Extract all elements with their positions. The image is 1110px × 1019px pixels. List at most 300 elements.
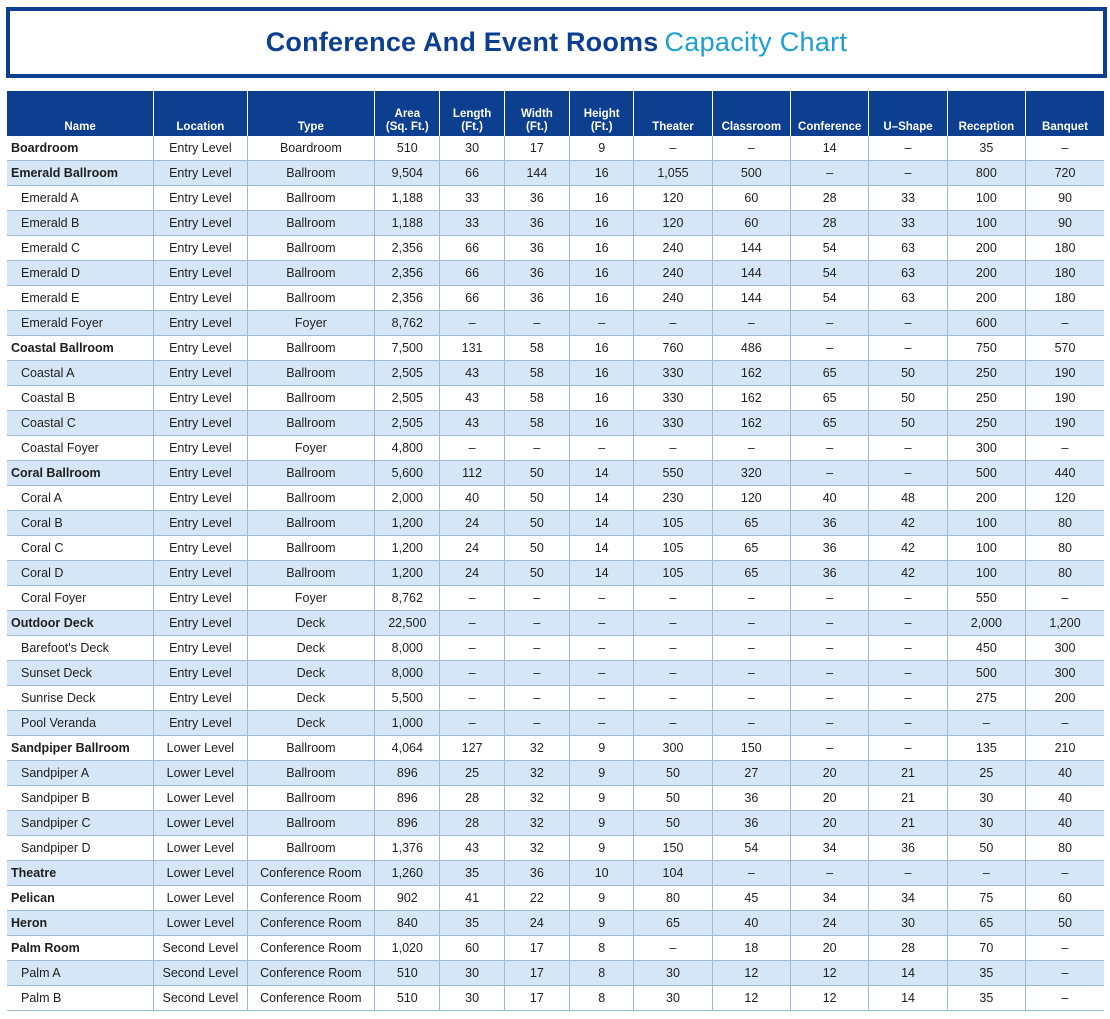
table-cell: – xyxy=(504,436,569,461)
table-cell: 2,505 xyxy=(375,411,440,436)
column-header: Reception xyxy=(947,91,1025,136)
table-cell: – xyxy=(440,711,504,736)
table-cell: Lower Level xyxy=(154,886,247,911)
table-cell: – xyxy=(634,661,712,686)
table-row xyxy=(7,261,1104,286)
table-cell: – xyxy=(504,661,569,686)
table-cell: 330 xyxy=(634,361,712,386)
table-cell: 1,260 xyxy=(375,861,440,886)
table-cell: 75 xyxy=(947,886,1025,911)
table-header xyxy=(7,91,1104,136)
table-cell: 50 xyxy=(634,761,712,786)
table-cell: Entry Level xyxy=(154,311,247,336)
table-cell: 9 xyxy=(570,836,634,861)
table-cell: 22 xyxy=(504,886,569,911)
table-cell: Ballroom xyxy=(247,211,375,236)
table-cell: Ballroom xyxy=(247,736,375,761)
table-cell: Ballroom xyxy=(247,561,375,586)
table-cell: Boardroom xyxy=(247,136,375,161)
table-cell: – xyxy=(712,661,790,686)
table-cell: 50 xyxy=(504,511,569,536)
table-cell: Ballroom xyxy=(247,161,375,186)
table-cell: 90 xyxy=(1026,186,1104,211)
table-cell: – xyxy=(791,586,869,611)
table-cell: 120 xyxy=(1026,486,1104,511)
table-cell: – xyxy=(504,711,569,736)
table-cell: – xyxy=(634,586,712,611)
table-row xyxy=(7,786,1104,811)
page-title: Conference And Event Rooms xyxy=(265,27,659,57)
table-cell: – xyxy=(1026,986,1104,1011)
table-cell: – xyxy=(712,686,790,711)
table-cell: – xyxy=(634,686,712,711)
table-cell: – xyxy=(1026,936,1104,961)
room-name-cell: Pelican xyxy=(7,886,154,911)
table-cell: Entry Level xyxy=(154,711,247,736)
table-cell: 36 xyxy=(791,561,869,586)
table-row xyxy=(7,736,1104,761)
room-name-cell: Emerald Foyer xyxy=(7,311,154,336)
table-cell: 10 xyxy=(570,861,634,886)
table-cell: 65 xyxy=(634,911,712,936)
table-cell: – xyxy=(440,636,504,661)
table-cell: 200 xyxy=(947,261,1025,286)
table-cell: 41 xyxy=(440,886,504,911)
table-cell: 70 xyxy=(947,936,1025,961)
table-cell: 510 xyxy=(375,961,440,986)
table-cell: 28 xyxy=(869,936,947,961)
table-cell: 40 xyxy=(1026,811,1104,836)
table-cell: 22,500 xyxy=(375,611,440,636)
table-cell: – xyxy=(712,636,790,661)
table-cell: 36 xyxy=(791,536,869,561)
table-cell: – xyxy=(712,136,790,161)
table-row xyxy=(7,686,1104,711)
table-cell: – xyxy=(570,611,634,636)
room-name-cell: Sandpiper C xyxy=(7,811,154,836)
table-cell: – xyxy=(634,436,712,461)
table-cell: 32 xyxy=(504,736,569,761)
table-cell: 27 xyxy=(712,761,790,786)
table-cell: 190 xyxy=(1026,361,1104,386)
table-cell: 24 xyxy=(440,536,504,561)
table-cell: 28 xyxy=(440,811,504,836)
table-cell: 25 xyxy=(947,761,1025,786)
column-header: Banquet xyxy=(1026,91,1104,136)
table-cell: 24 xyxy=(791,911,869,936)
table-cell: – xyxy=(869,586,947,611)
table-cell: – xyxy=(791,461,869,486)
table-cell: 16 xyxy=(570,286,634,311)
table-cell: 12 xyxy=(791,986,869,1011)
table-cell: – xyxy=(440,686,504,711)
table-cell: 250 xyxy=(947,361,1025,386)
table-cell: 180 xyxy=(1026,261,1104,286)
table-cell: 80 xyxy=(1026,836,1104,861)
table-cell: 162 xyxy=(712,361,790,386)
table-cell: 600 xyxy=(947,311,1025,336)
table-cell: 300 xyxy=(634,736,712,761)
table-cell: 33 xyxy=(440,186,504,211)
table-cell: 50 xyxy=(947,836,1025,861)
table-cell: 100 xyxy=(947,561,1025,586)
table-cell: – xyxy=(634,636,712,661)
table-row xyxy=(7,836,1104,861)
table-cell: Foyer xyxy=(247,311,375,336)
room-name-cell: Coastal A xyxy=(7,361,154,386)
table-cell: 33 xyxy=(869,186,947,211)
table-cell: 440 xyxy=(1026,461,1104,486)
table-cell: 570 xyxy=(1026,336,1104,361)
table-cell: Ballroom xyxy=(247,786,375,811)
table-cell: 36 xyxy=(504,286,569,311)
table-cell: 63 xyxy=(869,286,947,311)
table-cell: Ballroom xyxy=(247,386,375,411)
table-cell: 120 xyxy=(634,186,712,211)
room-name-cell: Barefoot's Deck xyxy=(7,636,154,661)
room-name-cell: Sandpiper Ballroom xyxy=(7,736,154,761)
table-cell: – xyxy=(791,861,869,886)
table-row xyxy=(7,186,1104,211)
table-cell: 9 xyxy=(570,811,634,836)
table-cell: 32 xyxy=(504,786,569,811)
table-cell: 21 xyxy=(869,786,947,811)
table-cell: Ballroom xyxy=(247,186,375,211)
table-cell: 65 xyxy=(791,386,869,411)
table-cell: 9 xyxy=(570,911,634,936)
room-name-cell: Coral B xyxy=(7,511,154,536)
table-cell: 300 xyxy=(1026,661,1104,686)
table-cell: Ballroom xyxy=(247,411,375,436)
table-cell: 486 xyxy=(712,336,790,361)
room-name-cell: Sunrise Deck xyxy=(7,686,154,711)
table-cell: 43 xyxy=(440,386,504,411)
table-cell: 902 xyxy=(375,886,440,911)
table-cell: – xyxy=(1026,436,1104,461)
column-header: Length (Ft.) xyxy=(440,91,504,136)
table-cell: 300 xyxy=(1026,636,1104,661)
table-cell: 12 xyxy=(712,961,790,986)
table-cell: Entry Level xyxy=(154,686,247,711)
table-cell: 63 xyxy=(869,261,947,286)
room-name-cell: Coastal C xyxy=(7,411,154,436)
table-cell: 58 xyxy=(504,336,569,361)
table-row xyxy=(7,886,1104,911)
table-cell: 1,376 xyxy=(375,836,440,861)
table-row xyxy=(7,811,1104,836)
table-cell: 120 xyxy=(634,211,712,236)
table-cell: – xyxy=(947,711,1025,736)
table-cell: 162 xyxy=(712,411,790,436)
table-cell: 14 xyxy=(570,511,634,536)
table-cell: – xyxy=(869,686,947,711)
table-cell: 16 xyxy=(570,411,634,436)
table-cell: Entry Level xyxy=(154,286,247,311)
table-cell: 66 xyxy=(440,261,504,286)
table-cell: Second Level xyxy=(154,936,247,961)
table-cell: – xyxy=(869,311,947,336)
table-cell: Entry Level xyxy=(154,561,247,586)
table-cell: – xyxy=(1026,961,1104,986)
table-cell: 40 xyxy=(712,911,790,936)
table-cell: 54 xyxy=(791,286,869,311)
table-cell: 50 xyxy=(869,386,947,411)
table-cell: – xyxy=(504,636,569,661)
room-name-cell: Coral Foyer xyxy=(7,586,154,611)
table-cell: – xyxy=(570,436,634,461)
table-cell: 34 xyxy=(791,886,869,911)
table-cell: 4,800 xyxy=(375,436,440,461)
room-name-cell: Coastal Foyer xyxy=(7,436,154,461)
table-cell: – xyxy=(1026,311,1104,336)
table-cell: Entry Level xyxy=(154,486,247,511)
table-cell: – xyxy=(712,711,790,736)
table-cell: – xyxy=(504,586,569,611)
table-cell: 2,000 xyxy=(375,486,440,511)
table-cell: 33 xyxy=(869,211,947,236)
table-row xyxy=(7,586,1104,611)
table-cell: – xyxy=(634,936,712,961)
table-row xyxy=(7,436,1104,461)
table-cell: Lower Level xyxy=(154,761,247,786)
table-cell: 750 xyxy=(947,336,1025,361)
table-cell: 34 xyxy=(869,886,947,911)
table-cell: 48 xyxy=(869,486,947,511)
table-cell: Ballroom xyxy=(247,336,375,361)
table-cell: 131 xyxy=(440,336,504,361)
table-cell: 35 xyxy=(947,136,1025,161)
table-cell: 14 xyxy=(570,561,634,586)
table-cell: 30 xyxy=(440,136,504,161)
table-cell: 720 xyxy=(1026,161,1104,186)
table-cell: 28 xyxy=(440,786,504,811)
table-cell: 20 xyxy=(791,811,869,836)
table-cell: 100 xyxy=(947,536,1025,561)
table-cell: 330 xyxy=(634,411,712,436)
table-cell: 200 xyxy=(947,236,1025,261)
table-cell: – xyxy=(869,161,947,186)
table-cell: 65 xyxy=(712,511,790,536)
table-cell: – xyxy=(791,611,869,636)
table-cell: 30 xyxy=(440,961,504,986)
table-row xyxy=(7,511,1104,536)
table-cell: 42 xyxy=(869,511,947,536)
table-row xyxy=(7,386,1104,411)
table-cell: 127 xyxy=(440,736,504,761)
table-cell: 500 xyxy=(947,461,1025,486)
table-cell: 24 xyxy=(504,911,569,936)
table-cell: 105 xyxy=(634,536,712,561)
table-cell: 8,000 xyxy=(375,636,440,661)
table-cell: 54 xyxy=(791,261,869,286)
table-cell: 14 xyxy=(869,961,947,986)
table-cell: 58 xyxy=(504,411,569,436)
table-cell: 5,600 xyxy=(375,461,440,486)
table-cell: 24 xyxy=(440,561,504,586)
table-cell: 36 xyxy=(504,211,569,236)
table-cell: 9 xyxy=(570,886,634,911)
room-name-cell: Coral Ballroom xyxy=(7,461,154,486)
table-cell: – xyxy=(570,311,634,336)
table-cell: – xyxy=(791,161,869,186)
table-cell: 330 xyxy=(634,386,712,411)
table-cell: – xyxy=(791,336,869,361)
table-cell: – xyxy=(634,311,712,336)
table-cell: 35 xyxy=(440,861,504,886)
table-cell: Deck xyxy=(247,661,375,686)
room-name-cell: Sunset Deck xyxy=(7,661,154,686)
header-row xyxy=(7,91,1104,136)
table-cell: 112 xyxy=(440,461,504,486)
table-cell: 5,500 xyxy=(375,686,440,711)
table-row xyxy=(7,761,1104,786)
table-cell: 50 xyxy=(504,461,569,486)
column-header: Area (Sq. Ft.) xyxy=(375,91,440,136)
table-cell: 100 xyxy=(947,211,1025,236)
table-cell: 65 xyxy=(947,911,1025,936)
table-cell: 65 xyxy=(791,411,869,436)
table-cell: 144 xyxy=(712,236,790,261)
table-cell: 8 xyxy=(570,961,634,986)
table-cell: Lower Level xyxy=(154,736,247,761)
table-cell: 54 xyxy=(791,236,869,261)
table-cell: – xyxy=(634,711,712,736)
table-cell: Ballroom xyxy=(247,236,375,261)
table-cell: 36 xyxy=(712,811,790,836)
table-cell: 300 xyxy=(947,436,1025,461)
table-cell: Lower Level xyxy=(154,836,247,861)
table-cell: – xyxy=(1026,861,1104,886)
table-cell: Entry Level xyxy=(154,236,247,261)
table-cell: – xyxy=(1026,136,1104,161)
table-cell: 150 xyxy=(634,836,712,861)
table-cell: 8,762 xyxy=(375,586,440,611)
table-cell: 9 xyxy=(570,136,634,161)
table-cell: – xyxy=(869,711,947,736)
table-cell: 34 xyxy=(791,836,869,861)
table-cell: 8 xyxy=(570,986,634,1011)
table-cell: Second Level xyxy=(154,961,247,986)
table-cell: 190 xyxy=(1026,386,1104,411)
table-cell: 150 xyxy=(712,736,790,761)
table-cell: 30 xyxy=(947,811,1025,836)
table-cell: Conference Room xyxy=(247,936,375,961)
table-cell: – xyxy=(570,636,634,661)
table-cell: 250 xyxy=(947,411,1025,436)
table-cell: 7,500 xyxy=(375,336,440,361)
table-cell: Entry Level xyxy=(154,186,247,211)
table-cell: – xyxy=(712,436,790,461)
table-cell: Entry Level xyxy=(154,586,247,611)
table-cell: 14 xyxy=(869,986,947,1011)
table-cell: 20 xyxy=(791,936,869,961)
table-cell: 35 xyxy=(947,986,1025,1011)
table-cell: 30 xyxy=(947,786,1025,811)
table-cell: 60 xyxy=(712,211,790,236)
table-cell: – xyxy=(869,736,947,761)
table-row xyxy=(7,311,1104,336)
capacity-table xyxy=(7,91,1104,1011)
table-cell: Lower Level xyxy=(154,786,247,811)
table-cell: 60 xyxy=(1026,886,1104,911)
table-cell: 180 xyxy=(1026,286,1104,311)
table-cell: 9 xyxy=(570,786,634,811)
table-cell: – xyxy=(634,136,712,161)
table-cell: – xyxy=(869,861,947,886)
table-cell: 510 xyxy=(375,136,440,161)
table-cell: 50 xyxy=(1026,911,1104,936)
table-cell: 43 xyxy=(440,361,504,386)
table-cell: Foyer xyxy=(247,436,375,461)
room-name-cell: Sandpiper D xyxy=(7,836,154,861)
room-name-cell: Emerald B xyxy=(7,211,154,236)
table-cell: 1,055 xyxy=(634,161,712,186)
table-cell: 16 xyxy=(570,336,634,361)
room-name-cell: Sandpiper B xyxy=(7,786,154,811)
table-cell: Foyer xyxy=(247,586,375,611)
table-cell: – xyxy=(504,311,569,336)
table-cell: 80 xyxy=(1026,536,1104,561)
table-cell: 30 xyxy=(440,986,504,1011)
room-name-cell: Palm Room xyxy=(7,936,154,961)
table-cell: 36 xyxy=(504,186,569,211)
table-cell: 24 xyxy=(440,511,504,536)
table-cell: 18 xyxy=(712,936,790,961)
room-name-cell: Heron xyxy=(7,911,154,936)
room-name-cell: Emerald E xyxy=(7,286,154,311)
table-cell: 58 xyxy=(504,361,569,386)
table-cell: 66 xyxy=(440,286,504,311)
table-cell: 4,064 xyxy=(375,736,440,761)
room-name-cell: Palm A xyxy=(7,961,154,986)
table-cell: – xyxy=(504,686,569,711)
table-cell: 30 xyxy=(869,911,947,936)
table-cell: 896 xyxy=(375,761,440,786)
table-cell: 210 xyxy=(1026,736,1104,761)
table-cell: 1,188 xyxy=(375,186,440,211)
table-cell: 50 xyxy=(869,361,947,386)
table-row xyxy=(7,861,1104,886)
table-cell: 240 xyxy=(634,236,712,261)
table-row xyxy=(7,161,1104,186)
table-cell: 60 xyxy=(440,936,504,961)
table-cell: – xyxy=(712,586,790,611)
table-cell: 32 xyxy=(504,811,569,836)
table-cell: – xyxy=(712,861,790,886)
room-name-cell: Emerald Ballroom xyxy=(7,161,154,186)
table-cell: Entry Level xyxy=(154,336,247,361)
room-name-cell: Coastal B xyxy=(7,386,154,411)
table-cell: 66 xyxy=(440,161,504,186)
table-cell: 40 xyxy=(440,486,504,511)
table-cell: Deck xyxy=(247,686,375,711)
table-cell: 500 xyxy=(947,661,1025,686)
table-cell: 50 xyxy=(504,561,569,586)
table-cell: 50 xyxy=(634,811,712,836)
title-banner xyxy=(6,7,1107,78)
table-cell: Ballroom xyxy=(247,461,375,486)
table-cell: 14 xyxy=(570,461,634,486)
table-cell: Ballroom xyxy=(247,361,375,386)
table-cell: 42 xyxy=(869,536,947,561)
table-cell: 35 xyxy=(947,961,1025,986)
table-cell: 40 xyxy=(1026,786,1104,811)
table-cell: 9 xyxy=(570,761,634,786)
table-cell: – xyxy=(791,686,869,711)
table-cell: Ballroom xyxy=(247,511,375,536)
column-header: Width (Ft.) xyxy=(504,91,569,136)
table-cell: 1,020 xyxy=(375,936,440,961)
